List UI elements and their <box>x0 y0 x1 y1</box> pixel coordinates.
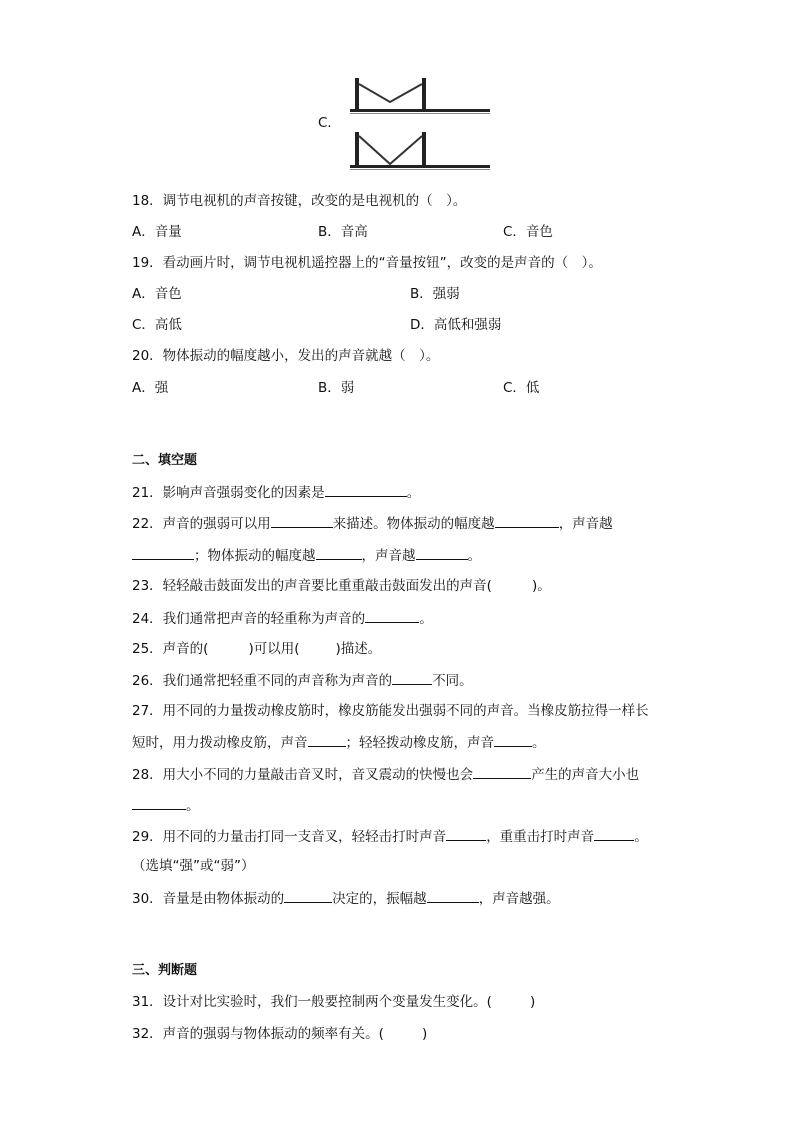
q27-line2 <box>132 732 546 753</box>
q21-blank[interactable] <box>325 482 407 497</box>
q22-line2 <box>132 545 481 566</box>
q28-blank-1[interactable] <box>473 764 531 779</box>
q28-line2 <box>132 795 200 816</box>
q26-text-b: 不同。 <box>432 673 473 689</box>
q20-option-c[interactable]: C．低 <box>503 380 540 396</box>
q20-option-b[interactable]: B．弱 <box>318 380 355 396</box>
q21-end: 。 <box>406 485 421 501</box>
q28-text-a: 28．用大小不同的力量敲击音叉时，音叉震动的快慢也会 <box>132 767 474 783</box>
q29-text-b: ，重重击打时声音 <box>486 829 595 845</box>
q19-option-b[interactable]: B．强弱 <box>410 286 460 302</box>
q29-line1 <box>132 826 648 847</box>
q25-text-b: )可以用( <box>248 641 300 657</box>
q22-text-a: 22．声音的强弱可以用 <box>132 516 271 532</box>
q22-text-e: ，声音越 <box>361 548 416 564</box>
q29-text-a: 29．用不同的力量击打同一支音叉，轻轻击打时声音 <box>132 829 447 845</box>
q17-option-c-figure <box>340 72 500 176</box>
q19-stem: 19．看动画片时，调节电视机遥控器上的“音量按钮”，改变的是声音的（ ）。 <box>132 255 602 271</box>
q26 <box>132 670 473 691</box>
q25-text-a: 25．声音的( <box>132 641 209 657</box>
q27-blank-2[interactable] <box>494 732 532 747</box>
q22-text-c: ，声音越 <box>558 516 613 532</box>
q27-line1: 27．用不同的力量拨动橡皮筋时，橡皮筋能发出强弱不同的声音。当橡皮筋拉得一样长 <box>132 703 649 719</box>
q30 <box>132 888 560 909</box>
section-true-false-title: 三、判断题 <box>132 963 198 978</box>
q22-line1 <box>132 513 613 534</box>
q18-stem: 18．调节电视机的声音按键，改变的是电视机的（ ）。 <box>132 193 467 209</box>
q26-text-a: 26．我们通常把轻重不同的声音称为声音的 <box>132 673 393 689</box>
q29-line2: （选填“强”或“弱”） <box>132 858 255 874</box>
q32 <box>132 1024 427 1044</box>
q28-blank-2[interactable] <box>132 795 186 810</box>
q23-text-a: 23．轻轻敲击鼓面发出的声音要比重重敲击鼓面发出的声音( <box>132 578 492 594</box>
q23-text-b: )。 <box>531 578 551 594</box>
q18-option-b[interactable]: B．音高 <box>318 224 368 240</box>
q27-text-c: ；轻轻拨动橡皮筋，声音 <box>345 735 494 751</box>
q30-blank-2[interactable] <box>427 888 479 903</box>
section-fill-blank-title: 二、填空题 <box>132 453 198 468</box>
q23 <box>132 576 551 596</box>
q22-blank-3[interactable] <box>132 545 194 560</box>
q24-text-a: 24．我们通常把声音的轻重称为声音的 <box>132 611 366 627</box>
q30-blank-1[interactable] <box>284 888 332 903</box>
q24-text-b: 。 <box>419 611 433 627</box>
q28-line1 <box>132 764 639 785</box>
q26-blank[interactable] <box>392 670 432 685</box>
q18-option-a[interactable]: A．音量 <box>132 224 182 240</box>
q25-text-c: )描述。 <box>335 641 382 657</box>
q22-blank-2[interactable] <box>495 513 559 528</box>
q20-stem: 20．物体振动的幅度越小，发出的声音就越（ ）。 <box>132 348 440 364</box>
q21 <box>132 482 420 503</box>
q18-option-c[interactable]: C．音色 <box>503 224 553 240</box>
q19-option-a[interactable]: A．音色 <box>132 286 182 302</box>
q30-text-c: ，声音越强。 <box>478 891 560 907</box>
q32-text-b: ) <box>421 1026 428 1042</box>
q30-text-b: 决定的，振幅越 <box>332 891 427 907</box>
q21-text: 21．影响声音强弱变化的因素是 <box>132 485 325 501</box>
q28-text-c: 。 <box>186 798 200 814</box>
q27-text-b: 短时，用力拨动橡皮筋，声音 <box>132 735 308 751</box>
q22-text-b: 来描述。物体振动的幅度越 <box>332 516 495 532</box>
q29-blank-2[interactable] <box>594 826 634 841</box>
q20-option-a[interactable]: A．强 <box>132 380 169 396</box>
q29-blank-1[interactable] <box>446 826 486 841</box>
q27-blank-1[interactable] <box>308 732 346 747</box>
q22-text-d: ；物体振动的幅度越 <box>194 548 316 564</box>
q24-blank[interactable] <box>365 608 419 623</box>
q32-text-a: 32．声音的强弱与物体振动的频率有关。( <box>132 1026 384 1042</box>
q22-blank-1[interactable] <box>271 513 333 528</box>
q31-text-a: 31．设计对比实验时，我们一般要控制两个变量发生变化。( <box>132 994 492 1010</box>
q17-option-c-label: C． <box>318 115 341 131</box>
q30-text-a: 30．音量是由物体振动的 <box>132 891 285 907</box>
q19-option-d[interactable]: D．高低和强弱 <box>410 317 502 333</box>
q29-text-c: 。 <box>634 829 648 845</box>
q31-text-b: ) <box>529 994 536 1010</box>
q22-text-f: 。 <box>467 548 481 564</box>
q22-blank-4[interactable] <box>316 545 362 560</box>
q28-text-b: 产生的声音大小也 <box>531 767 640 783</box>
q31 <box>132 992 535 1012</box>
q24 <box>132 608 433 629</box>
q19-option-c[interactable]: C．高低 <box>132 317 182 333</box>
q25 <box>132 639 381 659</box>
q27-text-d: 。 <box>532 735 546 751</box>
q22-blank-5[interactable] <box>416 545 468 560</box>
